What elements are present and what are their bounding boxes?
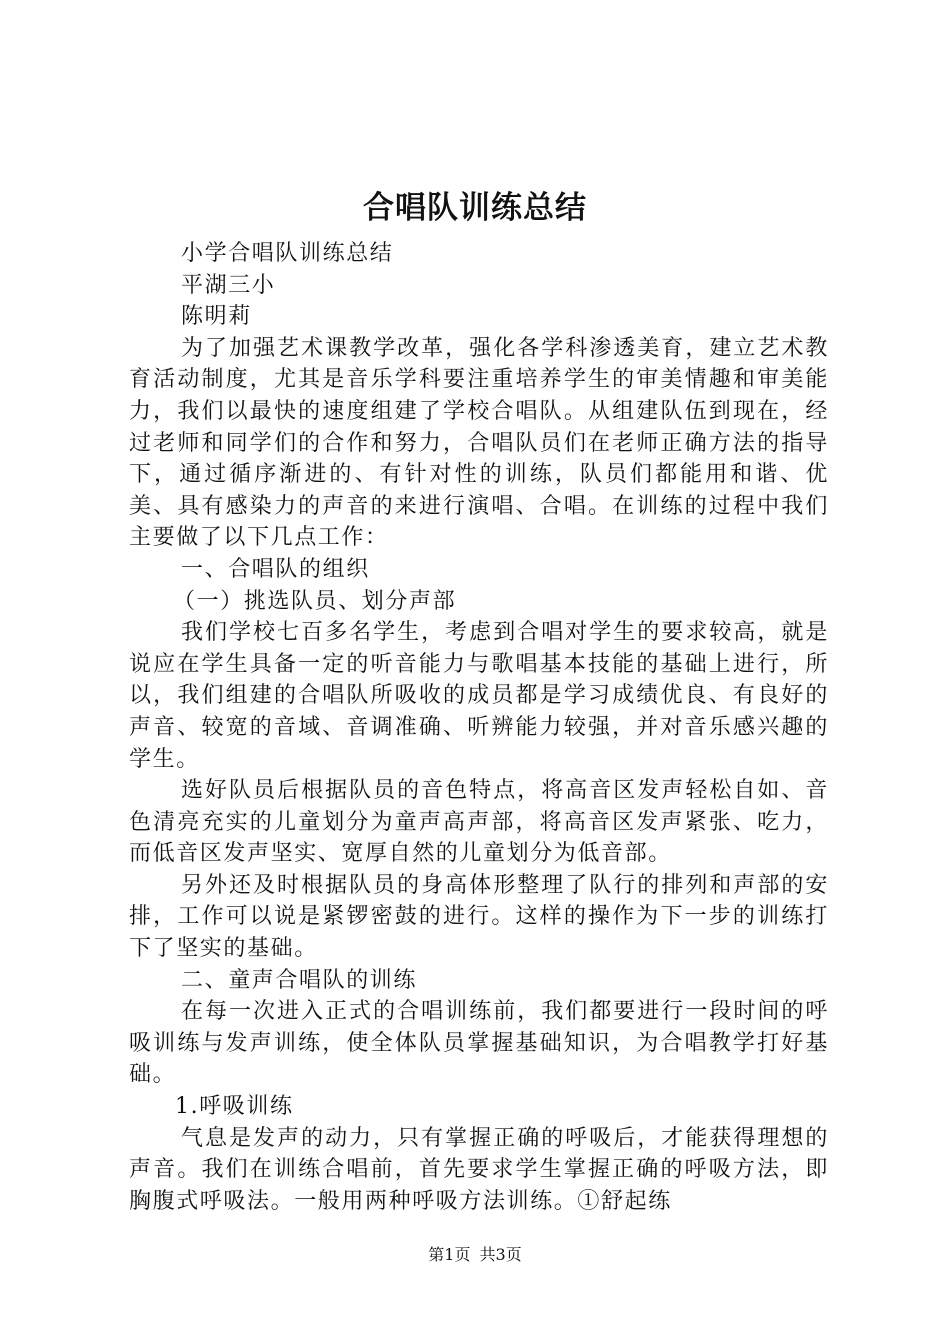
- paragraph: 选好队员后根据队员的音色特点，将高音区发声轻松自如、音色清亮充实的儿童划分为童声高声部，将高音区发声紧张、吃力，而低音区发声坚实、宽厚自然的儿童划分为低音部。: [129, 778, 829, 867]
- section-heading: 一、合唱队的组织: [181, 556, 370, 582]
- subtitle: 小学合唱队训练总结: [181, 241, 394, 266]
- subsection-heading: （一）挑选队员、划分声部: [173, 588, 457, 614]
- paragraph-intro: 为了加强艺术课教学改革，强化各学科渗透美育，建立艺术教育活动制度，尤其是音乐学科要注重培养学生的审美情趣和审美能力，我们以最快的速度组建了学校合唱队。从组建队伍到现在，经过老师和同学们的合作和努力，合唱队员们在老师正确方法的指导下，通过循序渐进的、有针对性的训练，队员们都能用和谐、优美、具有感染力的声音的来进行演唱、合唱。在训练的过程中我们主要做了以下几点工作：: [129, 335, 829, 551]
- paragraph: 气息是发声的动力，只有掌握正确的呼吸后，才能获得理想的声音。我们在训练合唱前，首先要求学生掌握正确的呼吸方法，即胸腹式呼吸法。一般用两种呼吸方法训练。①舒起练: [129, 1125, 829, 1214]
- paragraph: 在每一次进入正式的合唱训练前，我们都要进行一段时间的呼吸训练与发声训练，使全体队员掌握基础知识，为合唱教学打好基础。: [129, 999, 829, 1088]
- document-title: 合唱队训练总结: [363, 190, 587, 226]
- page-total: 共3页: [479, 1245, 522, 1264]
- paragraph: 另外还及时根据队员的身高体形整理了队行的排列和声部的安排，工作可以说是紧锣密鼓的进行。这样的操作为下一步的训练打下了坚实的基础。: [129, 872, 829, 962]
- paragraph: 我们学校七百多名学生，考虑到合唱对学生的要求较高，就是说应在学生具备一定的听音能力与歌唱基本技能的基础上进行，所以，我们组建的合唱队所吸收的成员都是学习成绩优良、有良好的声音、较宽的音域、音调准确、听辨能力较强，并对音乐感兴趣的学生。: [129, 620, 829, 772]
- subsection-heading: 1.呼吸训练: [175, 1094, 294, 1120]
- page-footer: [0, 1244, 950, 1266]
- school-name: 平湖三小: [181, 272, 276, 298]
- section-heading: 二、童声合唱队的训练: [181, 967, 418, 993]
- author-name: 陈明莉: [181, 304, 252, 330]
- document-body: [129, 238, 829, 1217]
- page-number: 第1页: [428, 1245, 471, 1264]
